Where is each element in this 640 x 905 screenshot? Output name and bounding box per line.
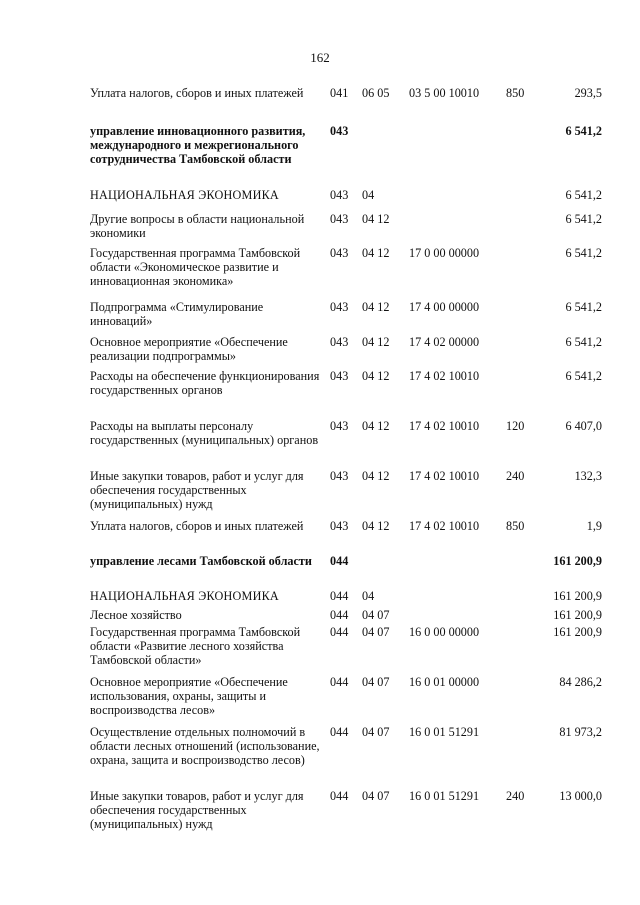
- table-row: [0, 419, 640, 469]
- row-amount: 161 200,9: [553, 554, 602, 568]
- table-row: [0, 300, 640, 335]
- row-ved-code: 041: [330, 86, 349, 100]
- row-name: Иные закупки товаров, работ и услуг для обеспечения государственных (муниципальных) нужд: [90, 789, 304, 831]
- table-row: [0, 608, 640, 625]
- row-amount: 6 541,2: [565, 369, 602, 383]
- row-ved-code: 043: [330, 300, 349, 314]
- row-section-code: 04 12: [362, 300, 390, 314]
- row-amount: 6 541,2: [565, 188, 602, 202]
- row-target-code: 16 0 01 51291: [409, 725, 480, 739]
- row-expense-type: 240: [506, 469, 525, 483]
- row-section-code: 04 12: [362, 335, 390, 349]
- row-ved-code: 043: [330, 369, 349, 383]
- row-section-code: 04 07: [362, 725, 390, 739]
- table-row: [0, 86, 640, 124]
- table-row: [0, 246, 640, 300]
- row-amount: 6 541,2: [565, 212, 602, 226]
- row-name: НАЦИОНАЛЬНАЯ ЭКОНОМИКА: [90, 188, 279, 202]
- row-name: Уплата налогов, сборов и иных платежей: [90, 86, 304, 100]
- row-amount: 81 973,2: [559, 725, 602, 739]
- row-ved-code: 043: [330, 188, 349, 202]
- row-target-code: 17 4 02 00000: [409, 335, 480, 349]
- row-ved-code: 043: [330, 519, 349, 533]
- row-ved-code: 043: [330, 212, 349, 226]
- row-name: Осуществление отдельных полномочий в области лесных отношений (использование, охрана, защита и воспроизводство лесов): [90, 725, 320, 767]
- row-name: Основное мероприятие «Обеспечение реализации подпрограммы»: [90, 335, 288, 363]
- table-row: [0, 369, 640, 419]
- row-amount: 6 407,0: [565, 419, 602, 433]
- row-target-code: 16 0 01 00000: [409, 675, 480, 689]
- row-amount: 161 200,9: [553, 625, 602, 639]
- row-target-code: 17 4 02 10010: [409, 369, 480, 383]
- row-ved-code: 043: [330, 469, 349, 483]
- table-row: [0, 675, 640, 725]
- table-row: [0, 519, 640, 554]
- table-row: [0, 212, 640, 246]
- row-amount: 1,9: [586, 519, 602, 533]
- page-number: 162: [310, 50, 330, 65]
- row-amount: 6 541,2: [565, 246, 602, 260]
- row-name: Лесное хозяйство: [90, 608, 182, 622]
- row-section-code: 04 07: [362, 625, 390, 639]
- row-name: Иные закупки товаров, работ и услуг для обеспечения государственных (муниципальных) нужд: [90, 469, 304, 511]
- row-target-code: 17 4 02 10010: [409, 519, 480, 533]
- row-name: Основное мероприятие «Обеспечение использования, охраны, защиты и воспроизводства лесов»: [90, 675, 288, 717]
- row-ved-code: 044: [330, 725, 349, 739]
- row-expense-type: 240: [506, 789, 525, 803]
- row-section-code: 04 12: [362, 419, 390, 433]
- row-name: Другие вопросы в области национальной экономики: [90, 212, 305, 240]
- row-section-code: 04 07: [362, 675, 390, 689]
- table-row: [0, 589, 640, 608]
- table-row: [0, 188, 640, 212]
- row-section-code: 04 12: [362, 246, 390, 260]
- row-name: управление инновационного развития, международного и межрегионального сотрудничества Тамбовской области: [90, 124, 306, 166]
- row-section-code: 04 12: [362, 369, 390, 383]
- row-ved-code: 043: [330, 124, 349, 138]
- row-amount: 6 541,2: [565, 335, 602, 349]
- row-name: Государственная программа Тамбовской области «Развитие лесного хозяйства Тамбовской области»: [90, 625, 301, 667]
- row-name: НАЦИОНАЛЬНАЯ ЭКОНОМИКА: [90, 589, 279, 603]
- row-amount: 84 286,2: [559, 675, 602, 689]
- row-expense-type: 850: [506, 86, 525, 100]
- row-name: Расходы на выплаты персоналу государственных (муниципальных) органов: [90, 419, 319, 447]
- row-target-code: 17 4 02 10010: [409, 419, 480, 433]
- row-ved-code: 043: [330, 335, 349, 349]
- row-amount: 293,5: [574, 86, 602, 100]
- row-name: управление лесами Тамбовской области: [90, 554, 312, 568]
- row-section-code: 04: [362, 589, 375, 603]
- row-ved-code: 044: [330, 554, 349, 568]
- table-row: [0, 625, 640, 675]
- row-ved-code: 043: [330, 246, 349, 260]
- row-ved-code: 044: [330, 625, 349, 639]
- table-row: [0, 725, 640, 789]
- table-row: [0, 469, 640, 519]
- row-section-code: 04 12: [362, 212, 390, 226]
- row-target-code: 16 0 01 51291: [409, 789, 480, 803]
- row-amount: 6 541,2: [565, 300, 602, 314]
- table-row: [0, 335, 640, 369]
- row-section-code: 04 12: [362, 469, 390, 483]
- table-row: [0, 124, 640, 188]
- row-name: Расходы на обеспечение функционирования государственных органов: [90, 369, 320, 397]
- row-ved-code: 043: [330, 419, 349, 433]
- row-ved-code: 044: [330, 675, 349, 689]
- row-ved-code: 044: [330, 608, 349, 622]
- row-amount: 132,3: [574, 469, 602, 483]
- row-ved-code: 044: [330, 789, 349, 803]
- row-target-code: 16 0 00 00000: [409, 625, 480, 639]
- budget-table: [0, 86, 640, 839]
- row-name: Государственная программа Тамбовской области «Экономическое развитие и инновационная экономика»: [90, 246, 301, 288]
- row-expense-type: 850: [506, 519, 525, 533]
- row-amount: 161 200,9: [553, 589, 602, 603]
- table-row: [0, 789, 640, 839]
- row-expense-type: 120: [506, 419, 525, 433]
- row-section-code: 06 05: [362, 86, 390, 100]
- row-section-code: 04: [362, 188, 375, 202]
- row-section-code: 04 07: [362, 608, 390, 622]
- row-name: Подпрограмма «Стимулирование инноваций»: [90, 300, 264, 328]
- row-target-code: 03 5 00 10010: [409, 86, 480, 100]
- row-amount: 161 200,9: [553, 608, 602, 622]
- row-amount: 13 000,0: [559, 789, 602, 803]
- table-row: [0, 554, 640, 589]
- row-target-code: 17 4 00 00000: [409, 300, 480, 314]
- row-section-code: 04 07: [362, 789, 390, 803]
- row-name: Уплата налогов, сборов и иных платежей: [90, 519, 304, 533]
- row-section-code: 04 12: [362, 519, 390, 533]
- row-target-code: 17 4 02 10010: [409, 469, 480, 483]
- row-target-code: 17 0 00 00000: [409, 246, 480, 260]
- row-amount: 6 541,2: [565, 124, 602, 138]
- row-ved-code: 044: [330, 589, 349, 603]
